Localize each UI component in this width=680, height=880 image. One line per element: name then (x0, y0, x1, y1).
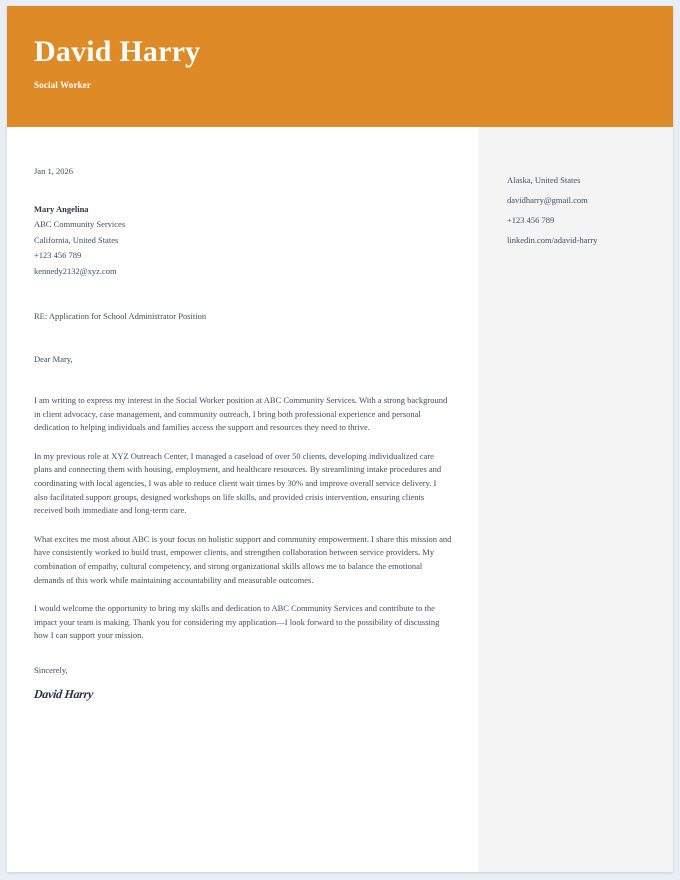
recipient-phone: +123 456 789 (34, 250, 82, 261)
letter-paragraph-4: I would welcome the opportunity to bring my skills and dedication to ABC Community Services and contribute to the impact your team is making. Thank you for considering my application—I look forward to the possibility of discussing how I can support your mission. (34, 603, 440, 641)
letter-paragraph-3: What excites me most about ABC is your focus on holistic support and community empowerment. I share this mission and have consistently worked to build trust, empower clients, and strengthen collaboration between service providers. My combination of empathy, cultural competency, and strong organizational skills allows me to balance the emotional demands of this work while maintaining accountability and measurable outcomes. (34, 533, 452, 585)
contact-email[interactable]: davidharry@gmail.com (507, 195, 588, 205)
letter-paragraph-2: In my previous role at XYZ Outreach Center, I managed a caseload of over 50 clients, developing individualized care plans and connecting them with housing, employment, and healthcare resources. By streamlining intake procedures and coordinating with local agencies, I was able to reduce client wait times by 30% and improve overall service delivery. I also facilitated support groups, designed workshops on life skills, and provided crisis intervention, ensuring clients received both immediate and long-term care. (34, 450, 442, 516)
recipient-company: ABC Community Services (34, 219, 126, 230)
letter-closing-block (34, 665, 452, 703)
letter-subject: RE: Application for School Administrator Position (34, 311, 207, 322)
cover-letter-page (7, 6, 673, 872)
letter-salutation: Dear Mary, (34, 354, 73, 365)
applicant-job-title: Social Worker (34, 79, 92, 90)
recipient-block (34, 202, 452, 279)
letter-date: Jan 1, 2026 (34, 166, 73, 176)
letter-paragraph-1: I am writing to express my interest in the Social Worker position at ABC Community Services. With a strong background in client advocacy, case management, and community outreach, I bring both professional experience and personal dedication to helping individuals and families access the support and resources they need to thrive. (34, 395, 448, 433)
contact-phone: +123 456 789 (507, 215, 555, 225)
contact-linkedin[interactable]: linkedin.com/adavid-harry (507, 235, 598, 245)
recipient-name: Mary Angelina (34, 204, 89, 214)
header-text-group (34, 36, 200, 90)
signature: David Harry (33, 686, 94, 701)
sidebar-contact-list (507, 170, 667, 250)
recipient-location: California, United States (34, 234, 119, 245)
letter-header-band (7, 6, 673, 127)
contact-location: Alaska, United States (507, 175, 581, 185)
applicant-name: David Harry (34, 35, 201, 68)
letter-closing-word: Sincerely, (34, 664, 68, 675)
letter-body (34, 166, 452, 703)
recipient-email: kennedy2132@xyz.com (34, 265, 117, 276)
sidebar-panel (478, 6, 673, 872)
